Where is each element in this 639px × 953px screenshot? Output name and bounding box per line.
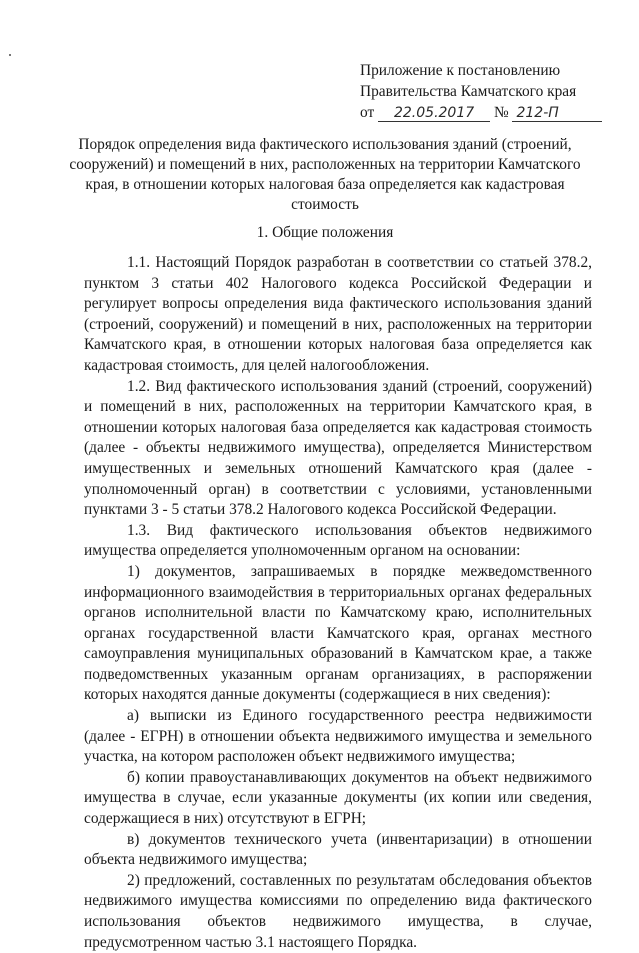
paragraph-1-1: 1.1. Настоящий Порядок разработан в соответствии со статьей 378.2, пунктом 3 статьи 402 Налогового кодекса Российской Федерации и регулирует вопросы определения вида фактического использования зданий (строений, сооружений) и помещений в них, расположенных на территории Камчатского края, в отношении которых налоговая база определяется как кадастровая стоимость, для целей налогообложения.: [84, 254, 592, 374]
scan-speck: [9, 54, 11, 56]
document-body: [84, 253, 592, 953]
paragraph-1-3: 1.3. Вид фактического использования объектов недвижимого имущества определяется уполномоченным органом на основании:: [84, 521, 592, 560]
date-prefix: от: [360, 104, 375, 121]
paragraph-item-a: а) выписки из Единого государственного реестра недвижимости (далее - ЕГРН) в отношении объекта недвижимого имущества и земельного участка, на котором расположен объект недвижимого имущества;: [84, 707, 592, 766]
paragraph-item-2: 2) предложений, составленных по результатам обследования объектов недвижимого имущества комиссиями по определению вида фактического использования объектов недвижимого имущества, в случае, предусмотренном частью 3.1 настоящего Порядка.: [84, 871, 592, 951]
section-heading: 1. Общие положения: [256, 224, 394, 241]
paragraph-item-b: б) копии правоустанавливающих документов на объект недвижимого имущества в случае, если указанные документы (их копии или сведения, содержащиеся в них) отсутствуют в ЕГРН;: [84, 768, 592, 828]
paragraph-item-1: 1) документов, запрашиваемых в порядке межведомственного информационного взаимодействия в территориальных органах федеральных органов исполнительной власти по Камчатскому краю, исполнительных органах государственной власти Камчатского края, органах местного самоуправления муниципальных образований в Камчатском крае, а также подведомственных указанным органам организациях, в распоряжении которых находятся данные документы (содержащиеся в них сведения):: [84, 562, 592, 704]
appendix-line-2: Правительства Камчатского края: [360, 83, 577, 100]
document-title: Порядок определения вида фактического использования зданий (строений, сооружений) и помещений в них, расположенных на территории Камчатского края, в отношении которых налоговая база определяется как кадастровая стоимость: [69, 136, 581, 213]
appendix-block: [360, 60, 620, 123]
appendix-date-line: [360, 102, 620, 123]
handwritten-number: 212-П: [512, 105, 602, 122]
paragraph-item-v: в) документов технического учета (инвентаризации) в отношении объекта недвижимого имущества;: [84, 830, 592, 869]
appendix-line-1: Приложение к постановлению: [360, 62, 561, 79]
handwritten-date: 22.05.2017: [378, 105, 490, 122]
paragraph-1-2: 1.2. Вид фактического использования зданий (строений, сооружений) и помещений в них, расположенных на территории Камчатского края, в отношении которых налоговая база определяется как кадастровая стоимость (далее - объекты недвижимого имущества), определяется Министерством имущественных и земельных отношений Камчатского края (далее - уполномоченный орган) в соответствии с условиями, установленными пунктами 3 - 5 статьи 378.2 Налогового кодекса Российской Федерации.: [84, 377, 592, 519]
number-sign: №: [493, 104, 509, 121]
